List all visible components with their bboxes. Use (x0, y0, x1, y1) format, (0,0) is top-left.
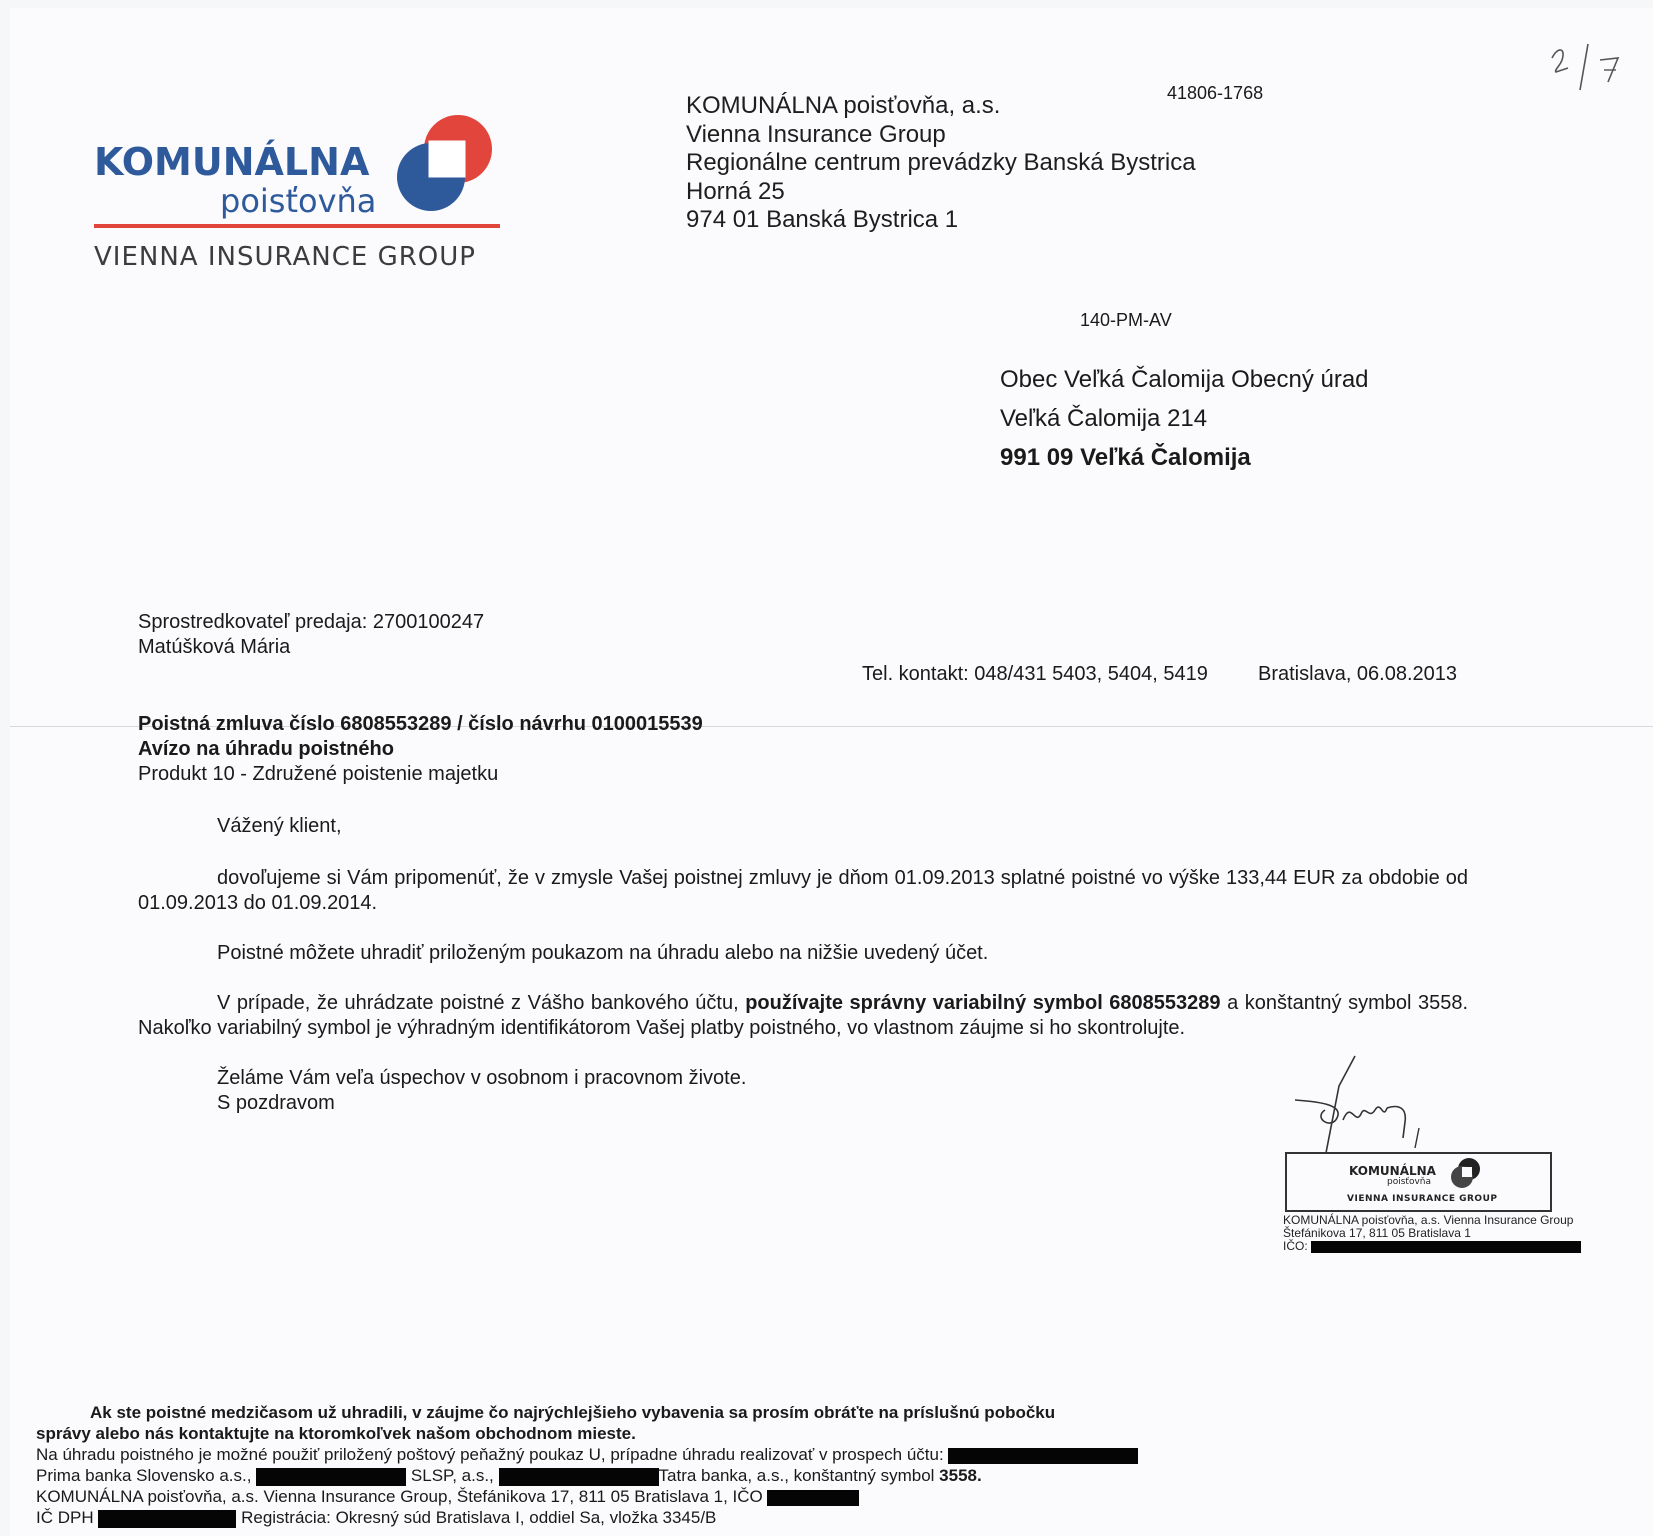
sender-line: 974 01 Banská Bystrica 1 (686, 206, 959, 233)
stamp-sub: poisťovňa (1387, 1177, 1431, 1187)
recipient-line: Veľká Čalomija 214 (1000, 405, 1208, 432)
company-logo (94, 112, 504, 282)
recipient-line: 991 09 Veľká Čalomija (1000, 444, 1251, 471)
greeting: Vážený klient, (217, 815, 342, 837)
reference-number: 41806-1768 (1167, 83, 1264, 103)
handwritten-mark (1550, 38, 1630, 103)
paragraph-4: Želáme Vám veľa úspechov v osobnom i pracovnom živote. S pozdravom (138, 1066, 1468, 1116)
redacted-block (767, 1490, 859, 1506)
place-date: Bratislava, 06.08.2013 (1258, 663, 1458, 685)
logo-group: VIENNA INSURANCE GROUP (94, 242, 476, 272)
intermediary-block (138, 610, 484, 660)
paragraph-3: V prípade, že uhrádzate poistné z Vášho bankového účtu, používajte správny variabilný symbol 6808553289 a konštantný symbol 3558. Nakoľko variabilný symbol je výhradným identifikátorom Vašej platby poistného, vo vlastnom záujme si ho skontrolujte. (138, 992, 1469, 1039)
redacted-block (256, 1468, 406, 1486)
redacted-block (1311, 1241, 1581, 1253)
sender-line: Vienna Insurance Group (686, 120, 946, 148)
sender-line: Horná 25 (686, 177, 785, 205)
logo-name: KOMUNÁLNA (94, 140, 370, 184)
stamp-group: VIENNA INSURANCE GROUP (1347, 1194, 1498, 1204)
stamp-address: KOMUNÁLNA poisťovňa, a.s. Vienna Insurance Group Štefánikova 17, 811 05 Bratislava 1 IČO: (1283, 1214, 1581, 1253)
intermediary-line: Matúšková Mária (138, 636, 291, 658)
recipient-line: Obec Veľká Čalomija Obecný úrad (1000, 366, 1369, 393)
stamp-name: KOMUNÁLNA (1349, 1164, 1436, 1178)
subject-line: Produkt 10 - Združené poistenie majetku (138, 763, 499, 785)
footer-line: KOMUNÁLNA poisťovňa, a.s. Vienna Insurance Group, Štefánikova 17, 811 05 Bratislava 1, IČO (36, 1486, 1138, 1507)
contact-phone: Tel. kontakt: 048/431 5403, 5404, 5419 (862, 663, 1208, 685)
footer-line: Ak ste poistné medzičasom už uhradili, v záujme čo najrýchlejšieho vybavenia sa prosím obráťte na príslušnú pobočku (90, 1403, 1056, 1422)
paragraph-2: Poistné môžete uhradiť priloženým poukazom na úhradu alebo na nižšie uvedený účet. (217, 942, 989, 964)
redacted-block (98, 1510, 236, 1528)
logo-circles-icon (394, 112, 504, 227)
recipient-address (1000, 360, 1369, 477)
footer-line: správy alebo nás kontaktujte na ktoromkoľvek našom obchodnom mieste. (36, 1424, 636, 1443)
logo-divider (94, 224, 500, 228)
footer-block (36, 1402, 1138, 1528)
stamp-logo-icon (1449, 1156, 1483, 1195)
internal-code: 140-PM-AV (1080, 310, 1172, 330)
company-stamp (1285, 1152, 1552, 1212)
variable-symbol: používajte správny variabilný symbol 6808553289 (745, 992, 1221, 1014)
paragraph-1: dovoľujeme si Vám pripomenúť, že v zmysle Vašej poistnej zmluvy je dňom 01.09.2013 splatné poistné vo výške 133,44 EUR za obdobie od 01.09.2013 do 01.09.2014. (138, 867, 1468, 914)
subject-line: Poistná zmluva číslo 6808553289 / číslo návrhu 0100015539 (138, 713, 703, 735)
logo-sub: poisťovňa (220, 182, 377, 220)
subject-line: Avízo na úhradu poistného (138, 738, 394, 760)
redacted-block (948, 1448, 1138, 1464)
footer-line: Prima banka Slovensko a.s., SLSP, a.s., Tatra banka, a.s., konštantný symbol 3558. (36, 1466, 982, 1485)
footer-line: Na úhradu poistného je možné použiť priložený poštový peňažný poukaz U, prípadne úhradu realizovať v prospech účtu: (36, 1444, 1138, 1465)
redacted-block (499, 1468, 659, 1486)
sender-line: Regionálne centrum prevádzky Banská Bystrica (686, 149, 1196, 176)
intermediary-line: Sprostredkovateľ predaja: 2700100247 (138, 611, 485, 633)
sender-address (686, 92, 1196, 235)
subject-block (138, 712, 703, 787)
letter-page (10, 8, 1653, 1536)
footer-line: IČ DPH Registrácia: Okresný súd Bratislava I, oddiel Sa, vložka 3345/B (36, 1508, 717, 1527)
closing: S pozdravom (217, 1092, 335, 1114)
sender-line: KOMUNÁLNA poisťovňa, a.s. (686, 92, 1001, 119)
